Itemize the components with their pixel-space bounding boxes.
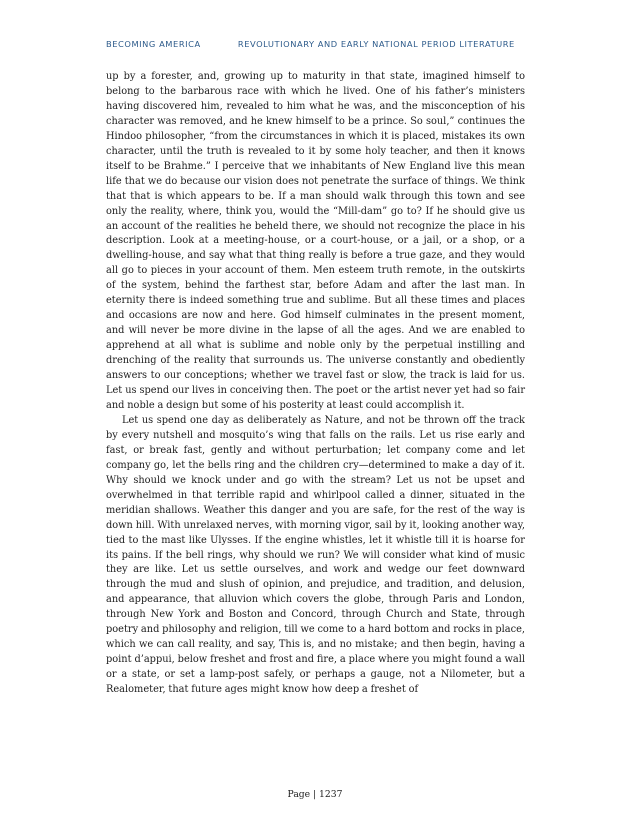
paragraph-1: up by a forester, and, growing up to maturity in that state, imagined himself to belong to the barbarous race with which he lived. One of his father’s ministers having discovered him, revealed to him what he was, and the misconception of his character was removed, and he knew himself to be a prince. So soul,” continues the Hindoo philosopher, “from the circumstances in which it is placed, mistakes its own character, until the truth is revealed to it by some holy teacher, and then it knows itself to be Brahme.” I perceive that we inhabitants of New England live this mean life that we do because our vision does not penetrate the surface of things. We think that that is which appears to be. If a man should walk through this town and see only the reality, where, think you, would the “Mill-dam” go to? If he should give us an account of the realities he beheld there, we should not recognize the place in his description. Look at a meeting-house, or a court-house, or a jail, or a shop, or a dwelling-house, and say what that thing really is before a true gaze, and they would all go to pieces in your account of them. Men esteem truth remote, in the outskirts of the system, behind the farthest star, before Adam and after the last man. In eternity there is indeed something true and sublime. But all these times and places and occasions are now and here. God himself culminates in the present moment, and will never be more divine in the lapse of all the ages. And we are enabled to apprehend at all what is sublime and noble only by the perpetual instilling and drenching of the reality that surrounds us. The universe constantly and obediently answers to our conceptions; whether we travel fast or slow, the track is laid for us. Let us spend our lives in conceiving then. The poet or the artist never yet had so fair and noble a design but some of his posterity at least could accomplish it. bbox=[106, 71, 525, 411]
running-header bbox=[106, 39, 526, 49]
body-text bbox=[106, 70, 525, 698]
page-number: Page | 1237 bbox=[287, 789, 343, 800]
header-section-title: REVOLUTIONARY AND EARLY NATIONAL PERIOD LITERATURE bbox=[237, 39, 515, 49]
paragraph-2: Let us spend one day as deliberately as Nature, and not be thrown off the track by every nutshell and mosquito’s wing that falls on the rails. Let us rise early and fast, or break fast, gently and without perturbation; let company come and let company go, let the bells ring and the children cry—determined to make a day of it. Why should we knock under and go with the stream? Let us not be upset and overwhelmed in that terrible rapid and whirlpool called a dinner, situated in the meridian shallows. Weather this danger and you are safe, for the rest of the way is down hill. With unrelaxed nerves, with morning vigor, sail by it, looking another way, tied to the mast like Ulysses. If the engine whistles, let it whistle till it is hoarse for its pains. If the bell rings, why should we run? We will consider what kind of music they are like. Let us settle ourselves, and work and wedge our feet downward through the mud and slush of opinion, and prejudice, and tradition, and delusion, and appearance, that alluvion which covers the globe, through Paris and London, through New York and Boston and Concord, through Church and State, through poetry and philosophy and religion, till we come to a hard bottom and rocks in place, which we can call reality, and say, This is, and no mistake; and then begin, having a point d’appui, below freshet and frost and fire, a place where you might found a wall or a state, or set a lamp-post safely, or perhaps a gauge, not a Nilometer, but a Realometer, that future ages might know how deep a freshet of bbox=[106, 414, 525, 696]
header-book-title: BECOMING AMERICA bbox=[106, 39, 201, 49]
